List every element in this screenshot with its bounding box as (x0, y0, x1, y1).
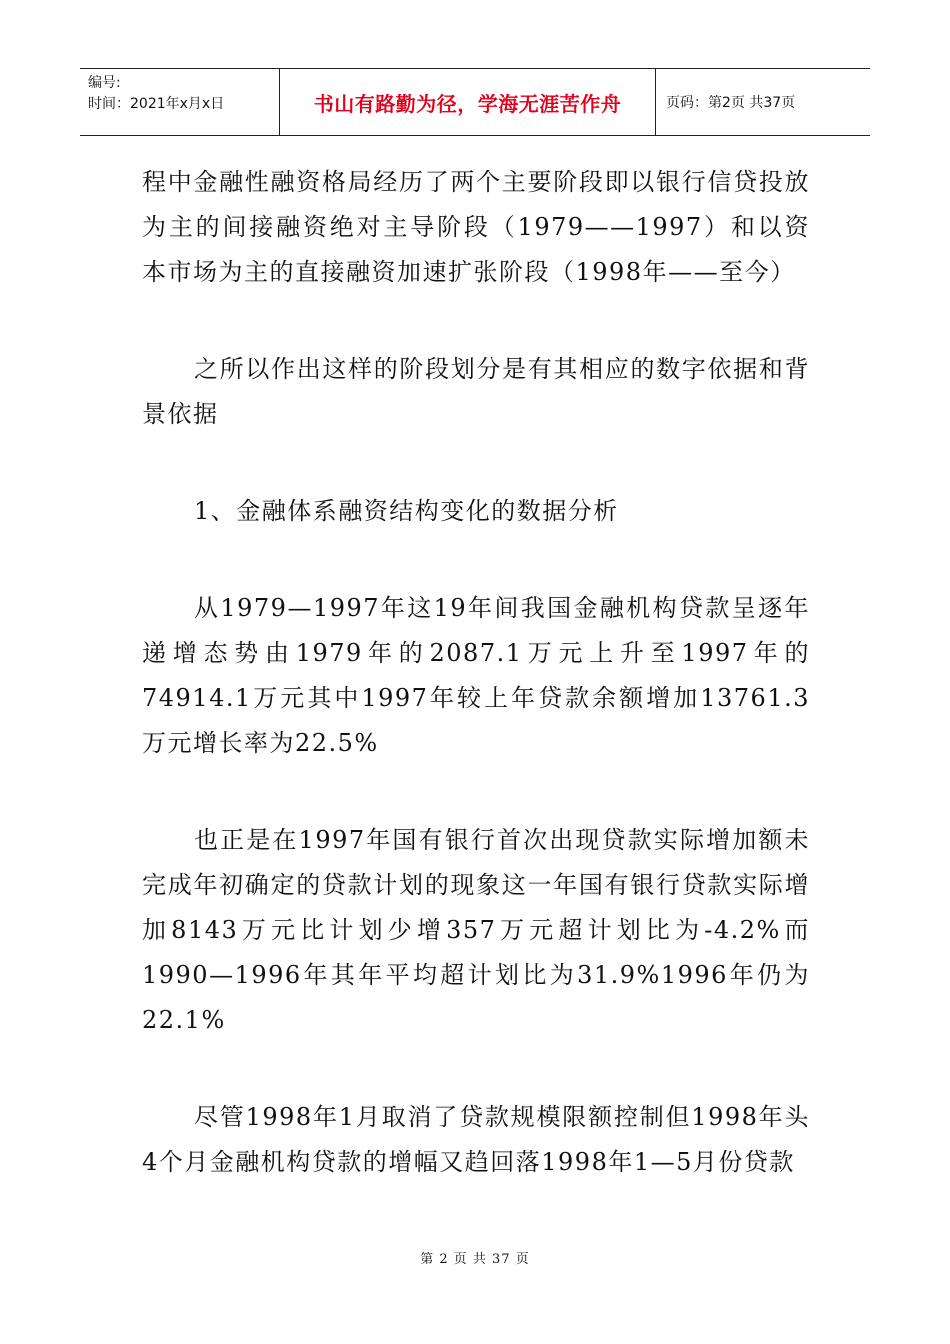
paragraph: 也正是在1997年国有银行首次出现贷款实际增加额未完成年初确定的贷款计划的现象这一年国有银行贷款实际增加8143万元比计划少增357万元超计划比为-4.2%而1990—1996年其年平均超计划比为31.9%1996年仍为22.1% (142, 826, 810, 1034)
paragraph: 之所以作出这样的阶段划分是有其相应的数字依据和背景依据 (142, 355, 810, 428)
page-footer: 第 2 页 共 37 页 (420, 1252, 530, 1267)
paragraph: 程中金融性融资格局经历了两个主要阶段即以银行信贷投放为主的间接融资绝对主导阶段（1979——1997）和以资本市场为主的直接融资加速扩张阶段（1998年——至今） (142, 168, 810, 286)
document-body (142, 160, 810, 1185)
paragraph: 尽管1998年1月取消了贷款规模限额控制但1998年头4个月金融机构贷款的增幅又趋回落1998年1—5月份贷款 (142, 1103, 810, 1176)
header-table (80, 68, 870, 136)
header-page-info: 页码：第2页 共37页 (666, 95, 796, 111)
header-motto: 书山有路勤为径，学海无涯苦作舟 (280, 69, 656, 135)
section-heading: 1、金融体系融资结构变化的数据分析 (194, 497, 619, 525)
paragraph: 从1979—1997年这19年间我国金融机构贷款呈逐年递增态势由1979年的2087.1万元上升至1997年的74914.1万元其中1997年较上年贷款余额增加13761.3万元增长率为22.5% (142, 594, 810, 757)
header-meta (80, 69, 280, 135)
time-label: 时间：2021年x月x日 (88, 96, 225, 112)
number-label: 编号: (88, 75, 121, 91)
